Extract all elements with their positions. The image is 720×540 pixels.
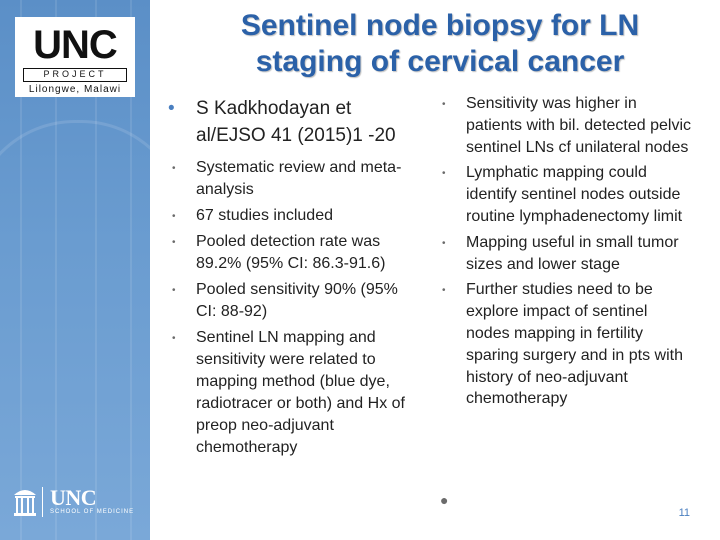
list-item-text: Lymphatic mapping could identify sentinel nodes outside routine lymphadenectomy limit — [466, 164, 683, 225]
unc-school-of-medicine-logo — [12, 485, 142, 520]
list-item — [442, 279, 691, 410]
list-item — [442, 232, 691, 276]
list-item-text: Sentinel LN mapping and sensitivity were related to mapping method (blue dye, radiotracer or both) and Hx of preop neo-adjuvant chemotherapy — [196, 329, 405, 456]
bullet-dot-icon: • — [442, 237, 446, 249]
title-line-2: staging of cervical cancer — [255, 45, 625, 78]
unc-project-logo — [15, 17, 135, 97]
title-line-1: Sentinel node biopsy for LN — [240, 9, 640, 42]
list-item — [172, 279, 421, 323]
list-item-text: Pooled sensitivity 90% (95% CI: 88-92) — [196, 281, 398, 320]
list-item-text: Pooled detection rate was 89.2% (95% CI: 86.3-91.6) — [196, 233, 386, 272]
bullet-dot-icon: • — [172, 333, 176, 344]
list-item — [172, 231, 421, 275]
logo-place-text: Lilongwe, Malawi — [28, 84, 122, 95]
old-well-icon — [12, 485, 38, 517]
slide-title — [160, 8, 720, 80]
right-bullet-list — [442, 93, 692, 410]
list-item-text: 67 studies included — [196, 207, 333, 224]
bullet-dot-icon: • — [442, 285, 446, 297]
citation-text: S Kadkhodayan et al/EJSO 41 (2015)1 -20 — [196, 98, 396, 146]
bullet-dot-icon: • — [172, 237, 176, 248]
logo-project-text: PROJECT — [23, 68, 127, 82]
bullet-dot-icon: • — [442, 168, 446, 180]
list-item-text: Systematic review and meta-analysis — [196, 159, 402, 198]
school-logo-subtitle: SCHOOL OF MEDICINE — [50, 509, 135, 515]
list-item — [172, 205, 421, 227]
list-item-text: Further studies need to be explore impact of sentinel nodes mapping in fertility sparing surgery and in pts with history of neo-adjuvant chemotherapy — [466, 281, 683, 408]
list-item-text: Mapping useful in small tumor sizes and lower stage — [466, 233, 679, 273]
citation-item — [168, 95, 421, 149]
list-item — [442, 162, 691, 227]
bullet-dot-icon: • — [442, 99, 446, 110]
list-item-text: Sensitivity was higher in patients with bil. detected pelvic sentinel LNs cf unilateral nodes — [466, 95, 692, 156]
logo-unc-text: UNC — [33, 23, 117, 67]
list-item — [172, 327, 421, 459]
bullet-dot-icon: • — [172, 285, 176, 296]
empty-bullet-icon: ● — [440, 492, 449, 508]
list-item — [172, 157, 421, 201]
school-logo-name: UNC — [50, 485, 97, 510]
logo-divider — [42, 487, 43, 517]
left-column — [168, 95, 421, 463]
left-bullet-list — [168, 95, 421, 459]
right-column — [442, 93, 692, 414]
bullet-dot-icon: • — [168, 98, 175, 119]
page-number: 11 — [678, 507, 690, 519]
band-arch — [0, 120, 150, 363]
bullet-dot-icon: • — [172, 211, 176, 222]
list-item — [442, 93, 692, 158]
bullet-dot-icon: • — [172, 163, 176, 174]
